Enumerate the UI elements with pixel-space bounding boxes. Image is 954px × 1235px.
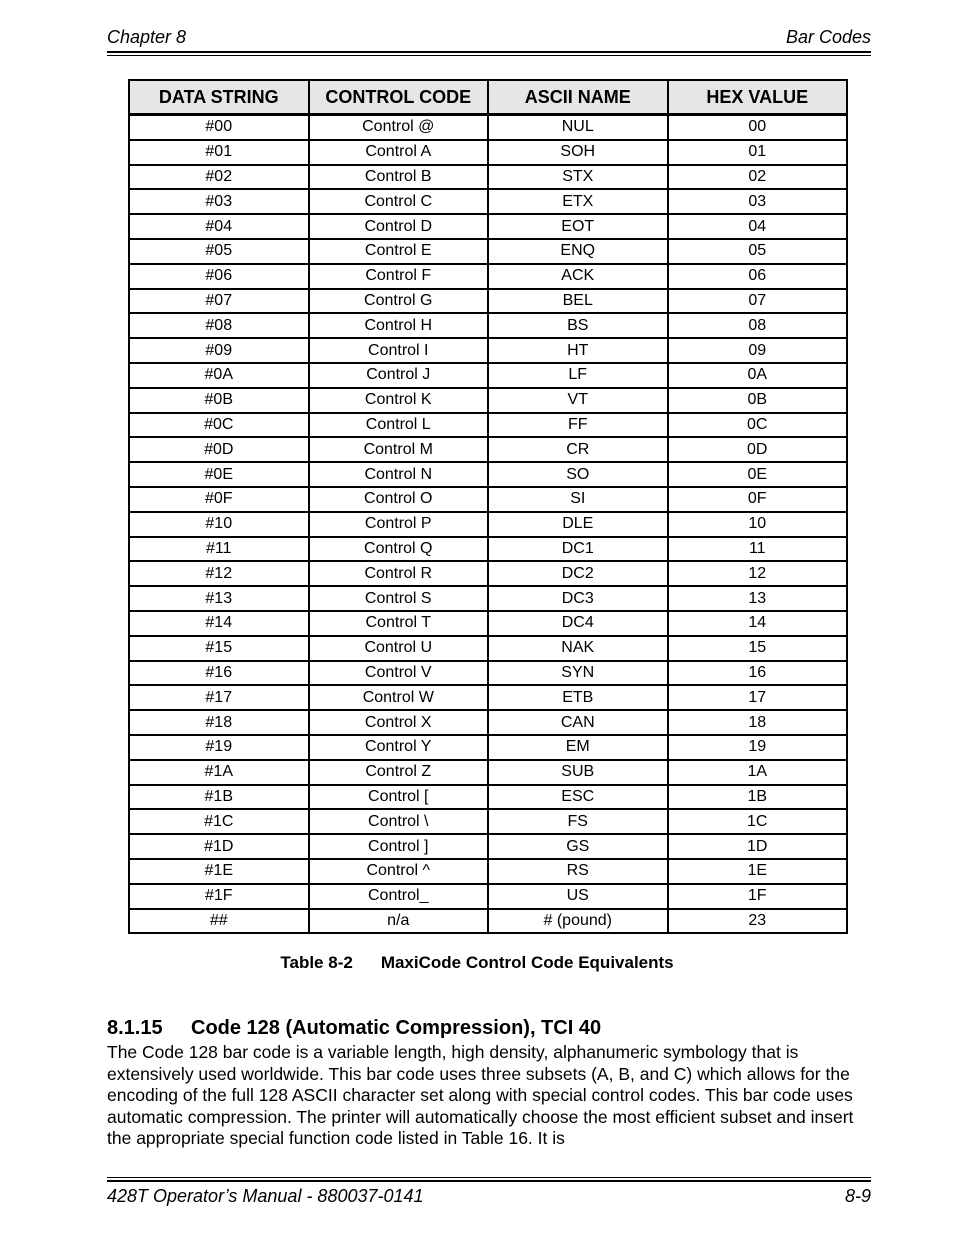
cell-control-code: Control P bbox=[309, 512, 489, 537]
cell-data-string: #0B bbox=[129, 388, 309, 413]
section-heading bbox=[107, 1017, 601, 1040]
cell-hex-value: 03 bbox=[668, 189, 848, 214]
cell-ascii-name: DLE bbox=[488, 512, 668, 537]
cell-control-code: Control W bbox=[309, 685, 489, 710]
cell-ascii-name: EOT bbox=[488, 214, 668, 239]
cell-control-code: Control D bbox=[309, 214, 489, 239]
cell-ascii-name: BEL bbox=[488, 289, 668, 314]
chapter-label: Chapter 8 bbox=[107, 27, 187, 47]
cell-hex-value: 17 bbox=[668, 685, 848, 710]
cell-hex-value: 14 bbox=[668, 611, 848, 636]
cell-control-code: Control [ bbox=[309, 785, 489, 810]
cell-control-code: Control S bbox=[309, 586, 489, 611]
cell-data-string: #08 bbox=[129, 313, 309, 338]
cell-data-string: #0D bbox=[129, 437, 309, 462]
cell-hex-value: 00 bbox=[668, 115, 848, 140]
cell-data-string: #1B bbox=[129, 785, 309, 810]
column-header-ascii-name: ASCII NAME bbox=[488, 80, 668, 115]
cell-control-code: Control ^ bbox=[309, 859, 489, 884]
column-header-control-code: CONTROL CODE bbox=[309, 80, 489, 115]
table-caption-number: Table 8-2 bbox=[280, 953, 353, 972]
cell-hex-value: 11 bbox=[668, 537, 848, 562]
cell-control-code: Control Q bbox=[309, 537, 489, 562]
page-header bbox=[107, 27, 871, 53]
table-row bbox=[129, 884, 847, 909]
table-row bbox=[129, 785, 847, 810]
cell-control-code: Control A bbox=[309, 140, 489, 165]
cell-data-string: #1A bbox=[129, 760, 309, 785]
table-row bbox=[129, 437, 847, 462]
table-row bbox=[129, 165, 847, 190]
column-header-data-string: DATA STRING bbox=[129, 80, 309, 115]
cell-ascii-name: SO bbox=[488, 462, 668, 487]
table-row bbox=[129, 561, 847, 586]
table-row bbox=[129, 487, 847, 512]
cell-ascii-name: LF bbox=[488, 363, 668, 388]
cell-hex-value: 09 bbox=[668, 338, 848, 363]
table-row bbox=[129, 264, 847, 289]
cell-ascii-name: # (pound) bbox=[488, 909, 668, 934]
cell-control-code: Control T bbox=[309, 611, 489, 636]
cell-control-code: Control V bbox=[309, 661, 489, 686]
section-number: 8.1.15 bbox=[107, 1017, 163, 1039]
cell-hex-value: 04 bbox=[668, 214, 848, 239]
page-footer bbox=[107, 1180, 871, 1210]
section-title: Code 128 (Automatic Compression), TCI 40 bbox=[191, 1017, 602, 1039]
cell-hex-value: 0E bbox=[668, 462, 848, 487]
table-row bbox=[129, 859, 847, 884]
cell-data-string: #07 bbox=[129, 289, 309, 314]
cell-control-code: Control N bbox=[309, 462, 489, 487]
cell-control-code: n/a bbox=[309, 909, 489, 934]
cell-data-string: #04 bbox=[129, 214, 309, 239]
section-body-text: The Code 128 bar code is a variable length, high density, alphanumeric symbology that is extensively used worldwide. This bar code uses three subsets (A, B, and C) which allows for the encoding of the full 128 ASCII character set along with special control codes. This bar code uses automatic compression. The printer will automatically choose the most efficient subset and insert the appropriate special function code listed in Table 16. It is bbox=[107, 1042, 854, 1149]
table-row bbox=[129, 661, 847, 686]
cell-hex-value: 0C bbox=[668, 413, 848, 438]
cell-hex-value: 01 bbox=[668, 140, 848, 165]
cell-control-code: Control E bbox=[309, 239, 489, 264]
table-row bbox=[129, 586, 847, 611]
cell-data-string: #03 bbox=[129, 189, 309, 214]
cell-hex-value: 15 bbox=[668, 636, 848, 661]
table-row bbox=[129, 413, 847, 438]
cell-hex-value: 19 bbox=[668, 735, 848, 760]
cell-data-string: #19 bbox=[129, 735, 309, 760]
cell-control-code: Control X bbox=[309, 710, 489, 735]
cell-hex-value: 08 bbox=[668, 313, 848, 338]
cell-data-string: #16 bbox=[129, 661, 309, 686]
cell-data-string: #09 bbox=[129, 338, 309, 363]
cell-ascii-name: DC1 bbox=[488, 537, 668, 562]
cell-hex-value: 1C bbox=[668, 809, 848, 834]
cell-data-string: #00 bbox=[129, 115, 309, 140]
table-row bbox=[129, 313, 847, 338]
cell-ascii-name: CR bbox=[488, 437, 668, 462]
cell-ascii-name: SUB bbox=[488, 760, 668, 785]
table-row bbox=[129, 289, 847, 314]
cell-hex-value: 1B bbox=[668, 785, 848, 810]
table-row bbox=[129, 834, 847, 859]
cell-control-code: Control L bbox=[309, 413, 489, 438]
table-row bbox=[129, 462, 847, 487]
cell-control-code: Control J bbox=[309, 363, 489, 388]
cell-ascii-name: NUL bbox=[488, 115, 668, 140]
cell-hex-value: 06 bbox=[668, 264, 848, 289]
cell-ascii-name: FF bbox=[488, 413, 668, 438]
table-row bbox=[129, 809, 847, 834]
cell-data-string: #0A bbox=[129, 363, 309, 388]
table-row bbox=[129, 636, 847, 661]
table-row bbox=[129, 710, 847, 735]
cell-control-code: Control K bbox=[309, 388, 489, 413]
cell-control-code: Control Y bbox=[309, 735, 489, 760]
table-row bbox=[129, 363, 847, 388]
cell-control-code: Control_ bbox=[309, 884, 489, 909]
cell-control-code: Control ] bbox=[309, 834, 489, 859]
cell-data-string: #0E bbox=[129, 462, 309, 487]
manual-title: 428T Operator’s Manual - 880037-0141 bbox=[107, 1186, 424, 1206]
table-row bbox=[129, 388, 847, 413]
cell-data-string: #1E bbox=[129, 859, 309, 884]
cell-data-string: #15 bbox=[129, 636, 309, 661]
cell-control-code: Control C bbox=[309, 189, 489, 214]
cell-hex-value: 10 bbox=[668, 512, 848, 537]
cell-control-code: Control F bbox=[309, 264, 489, 289]
cell-data-string: #18 bbox=[129, 710, 309, 735]
cell-hex-value: 05 bbox=[668, 239, 848, 264]
cell-ascii-name: ACK bbox=[488, 264, 668, 289]
cell-data-string: #02 bbox=[129, 165, 309, 190]
section-label: Bar Codes bbox=[785, 27, 871, 47]
cell-hex-value: 13 bbox=[668, 586, 848, 611]
cell-control-code: Control \ bbox=[309, 809, 489, 834]
cell-ascii-name: US bbox=[488, 884, 668, 909]
cell-data-string: #06 bbox=[129, 264, 309, 289]
cell-data-string: #0F bbox=[129, 487, 309, 512]
cell-hex-value: 02 bbox=[668, 165, 848, 190]
cell-hex-value: 07 bbox=[668, 289, 848, 314]
cell-data-string: #12 bbox=[129, 561, 309, 586]
cell-ascii-name: VT bbox=[488, 388, 668, 413]
cell-data-string: #05 bbox=[129, 239, 309, 264]
table-row bbox=[129, 537, 847, 562]
table-row bbox=[129, 611, 847, 636]
cell-ascii-name: CAN bbox=[488, 710, 668, 735]
cell-hex-value: 16 bbox=[668, 661, 848, 686]
cell-data-string: #14 bbox=[129, 611, 309, 636]
table-row bbox=[129, 909, 847, 934]
cell-control-code: Control R bbox=[309, 561, 489, 586]
cell-ascii-name: RS bbox=[488, 859, 668, 884]
cell-control-code: Control G bbox=[309, 289, 489, 314]
cell-hex-value: 1F bbox=[668, 884, 848, 909]
cell-ascii-name: DC3 bbox=[488, 586, 668, 611]
cell-hex-value: 18 bbox=[668, 710, 848, 735]
cell-data-string: #1C bbox=[129, 809, 309, 834]
cell-ascii-name: ESC bbox=[488, 785, 668, 810]
table-row bbox=[129, 189, 847, 214]
cell-hex-value: 0D bbox=[668, 437, 848, 462]
table-row bbox=[129, 140, 847, 165]
cell-data-string: #10 bbox=[129, 512, 309, 537]
cell-hex-value: 0A bbox=[668, 363, 848, 388]
cell-control-code: Control U bbox=[309, 636, 489, 661]
column-header-hex-value: HEX VALUE bbox=[668, 80, 848, 115]
cell-ascii-name: DC4 bbox=[488, 611, 668, 636]
cell-hex-value: 23 bbox=[668, 909, 848, 934]
table-row bbox=[129, 512, 847, 537]
cell-data-string: #13 bbox=[129, 586, 309, 611]
cell-control-code: Control O bbox=[309, 487, 489, 512]
cell-hex-value: 1A bbox=[668, 760, 848, 785]
table-row bbox=[129, 760, 847, 785]
cell-ascii-name: ETB bbox=[488, 685, 668, 710]
table-row bbox=[129, 735, 847, 760]
table-row bbox=[129, 685, 847, 710]
cell-ascii-name: FS bbox=[488, 809, 668, 834]
cell-control-code: Control I bbox=[309, 338, 489, 363]
cell-data-string: #1F bbox=[129, 884, 309, 909]
cell-data-string: #17 bbox=[129, 685, 309, 710]
cell-hex-value: 12 bbox=[668, 561, 848, 586]
cell-ascii-name: STX bbox=[488, 165, 668, 190]
cell-control-code: Control H bbox=[309, 313, 489, 338]
cell-control-code: Control M bbox=[309, 437, 489, 462]
table-row bbox=[129, 239, 847, 264]
cell-hex-value: 1D bbox=[668, 834, 848, 859]
table-caption-title: MaxiCode Control Code Equivalents bbox=[380, 953, 674, 972]
cell-data-string: #11 bbox=[129, 537, 309, 562]
cell-data-string: #0C bbox=[129, 413, 309, 438]
cell-data-string: #1D bbox=[129, 834, 309, 859]
cell-hex-value: 0F bbox=[668, 487, 848, 512]
cell-control-code: Control B bbox=[309, 165, 489, 190]
control-code-table bbox=[128, 79, 848, 934]
cell-ascii-name: BS bbox=[488, 313, 668, 338]
cell-ascii-name: ENQ bbox=[488, 239, 668, 264]
cell-control-code: Control @ bbox=[309, 115, 489, 140]
cell-ascii-name: HT bbox=[488, 338, 668, 363]
cell-ascii-name: GS bbox=[488, 834, 668, 859]
cell-hex-value: 1E bbox=[668, 859, 848, 884]
cell-ascii-name: EM bbox=[488, 735, 668, 760]
table-row bbox=[129, 338, 847, 363]
table-row bbox=[129, 214, 847, 239]
page-number: 8-9 bbox=[844, 1186, 871, 1206]
table-body bbox=[129, 115, 847, 934]
cell-hex-value: 0B bbox=[668, 388, 848, 413]
cell-ascii-name: ETX bbox=[488, 189, 668, 214]
cell-control-code: Control Z bbox=[309, 760, 489, 785]
table-caption bbox=[0, 953, 954, 973]
table-row bbox=[129, 115, 847, 140]
cell-data-string: #01 bbox=[129, 140, 309, 165]
cell-ascii-name: SI bbox=[488, 487, 668, 512]
cell-ascii-name: SYN bbox=[488, 661, 668, 686]
cell-data-string: ## bbox=[129, 909, 309, 934]
cell-ascii-name: NAK bbox=[488, 636, 668, 661]
cell-ascii-name: SOH bbox=[488, 140, 668, 165]
cell-ascii-name: DC2 bbox=[488, 561, 668, 586]
table-header-row bbox=[129, 80, 847, 115]
